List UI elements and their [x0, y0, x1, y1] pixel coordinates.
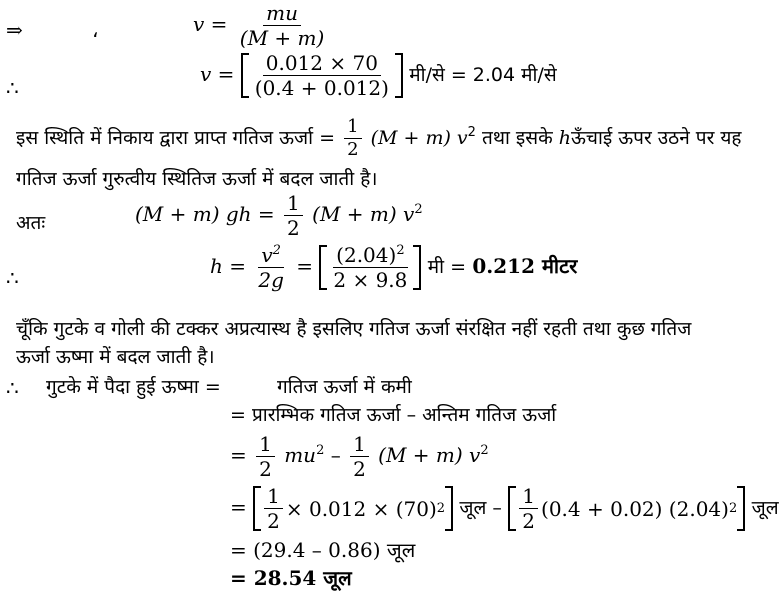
denominator: 2 [347, 139, 359, 160]
paragraph-line: ऊर्जा ऊष्मा में बदल जाती है। [16, 346, 215, 368]
paragraph-kinetic-energy [16, 118, 742, 159]
height-symbol: h [558, 127, 571, 149]
minus-sign: – [330, 443, 341, 467]
half-fraction [256, 434, 275, 479]
numerator: 1 [519, 486, 538, 509]
equation-energy-balance [135, 193, 423, 238]
unit-label: मी = [427, 256, 466, 278]
denominator: 2 × 9.8 [333, 268, 408, 292]
heat-result: = 28.54 जूल [230, 566, 352, 590]
text-segment: तथा इसके [481, 127, 553, 149]
equation-lhs: h = [210, 254, 246, 278]
equation-height [210, 245, 577, 290]
therefore-symbol: ∴ [6, 376, 19, 400]
superscript: 2 [480, 443, 489, 458]
denominator: 2g [258, 268, 284, 292]
energy-expression: (M + m) v [370, 127, 468, 149]
superscript: 2 [467, 125, 476, 140]
heat-line-4 [230, 486, 779, 531]
left-bracket [319, 245, 327, 290]
equation-lhs: v = [200, 62, 235, 86]
right-bracket [413, 245, 421, 290]
fraction [252, 53, 392, 98]
bracket-group: $\frac{1}{2}$ × 0.012 × (70) 2 [253, 486, 453, 531]
heat-label: गुटके में पैदा हुई ऊष्मा = [46, 376, 221, 398]
heat-line-5: = (29.4 – 0.86) जूल [230, 538, 416, 562]
heat-line-2: = प्रारम्भिक गतिज ऊर्जा – अन्तिम गतिज ऊर्जा [230, 404, 557, 426]
denominator: (0.4 + 0.012) [254, 76, 389, 100]
therefore-symbol: ∴ [6, 76, 19, 100]
equation-velocity-formula [193, 3, 330, 48]
text-segment: इस स्थिति में निकाय द्वारा प्राप्त गतिज ऊर्जा = [16, 127, 336, 149]
denominator: 2 [353, 457, 366, 481]
superscript: 2 [396, 243, 405, 258]
height-result: 0.212 मीटर [472, 254, 578, 278]
equals-sign: = [230, 443, 247, 467]
term: (M + m) v [378, 443, 481, 467]
paragraph-inelastic: चूँकि गुटके व गोली की टक्कर अप्रत्यास्थ है इसलिए गतिज ऊर्जा संरक्षित नहीं रहती तथा कुछ गतिज [16, 318, 692, 340]
left-bracket [253, 486, 261, 531]
numerator: 1 [344, 118, 361, 139]
therefore-symbol: ∴ [6, 266, 19, 290]
unit-label: जूल – [459, 497, 502, 519]
half-fraction [264, 486, 283, 531]
equation-lhs: v = [193, 12, 228, 36]
equation-velocity-value [200, 53, 557, 98]
denominator: 2 [287, 216, 300, 240]
fraction [330, 245, 410, 290]
superscript: 2 [414, 202, 423, 217]
denominator: 2 [267, 509, 280, 533]
right-bracket [445, 486, 453, 531]
numerator: mu [263, 3, 301, 26]
heat-line-3 [230, 434, 489, 479]
numerator [333, 245, 407, 268]
velocity-result: मी/से = 2.04 मी/से [409, 64, 557, 86]
numerator: 1 [264, 486, 283, 509]
superscript: 2 [272, 243, 281, 258]
denominator: 2 [259, 457, 272, 481]
equation-lhs: (M + m) gh = [135, 202, 275, 226]
unit-label: जूल [751, 497, 779, 519]
numerator: 0.012 × 70 [263, 53, 381, 76]
numerator-base: (2.04) [336, 243, 397, 267]
fraction [237, 3, 328, 48]
half-fraction [344, 118, 361, 159]
left-bracket [241, 53, 249, 98]
half-fraction [284, 193, 303, 238]
therefore-label: अतः [16, 212, 46, 234]
heat-line-1: गतिज ऊर्जा में कमी [277, 376, 412, 398]
equals-sign: = [296, 254, 314, 278]
right-bracket [395, 53, 403, 98]
implies-symbol: ⇒ [6, 18, 23, 42]
equals-sign: = [230, 495, 247, 519]
half-fraction [519, 486, 538, 531]
superscript: 2 [316, 443, 325, 458]
fraction [255, 245, 287, 290]
numerator: 1 [350, 434, 369, 457]
comma-mark: ، [92, 18, 99, 42]
half-fraction [350, 434, 369, 479]
term: (0.4 + 0.02) (2.04) [541, 496, 729, 521]
right-bracket [737, 486, 745, 531]
numerator [258, 245, 284, 268]
equation-rhs: (M + m) v [312, 202, 415, 226]
bracket-group [241, 53, 403, 98]
term: × 0.012 × (70) [285, 496, 437, 521]
denominator: (M + m) [239, 26, 325, 50]
numerator: 1 [284, 193, 303, 216]
numerator-base: v [261, 243, 273, 267]
bracket-group [319, 245, 421, 290]
text-segment: ऊँचाई ऊपर उठने पर यह [570, 127, 742, 149]
numerator: 1 [256, 434, 275, 457]
paragraph-line: गतिज ऊर्जा गुरुत्वीय स्थितिज ऊर्जा में बदल जाती है। [16, 168, 378, 190]
left-bracket [508, 486, 516, 531]
denominator: 2 [522, 509, 536, 533]
term: mu [284, 443, 317, 467]
bracket-group: $\frac{1}{2}$ (0.4 + 0.02) (2.04) 2 [508, 486, 745, 531]
